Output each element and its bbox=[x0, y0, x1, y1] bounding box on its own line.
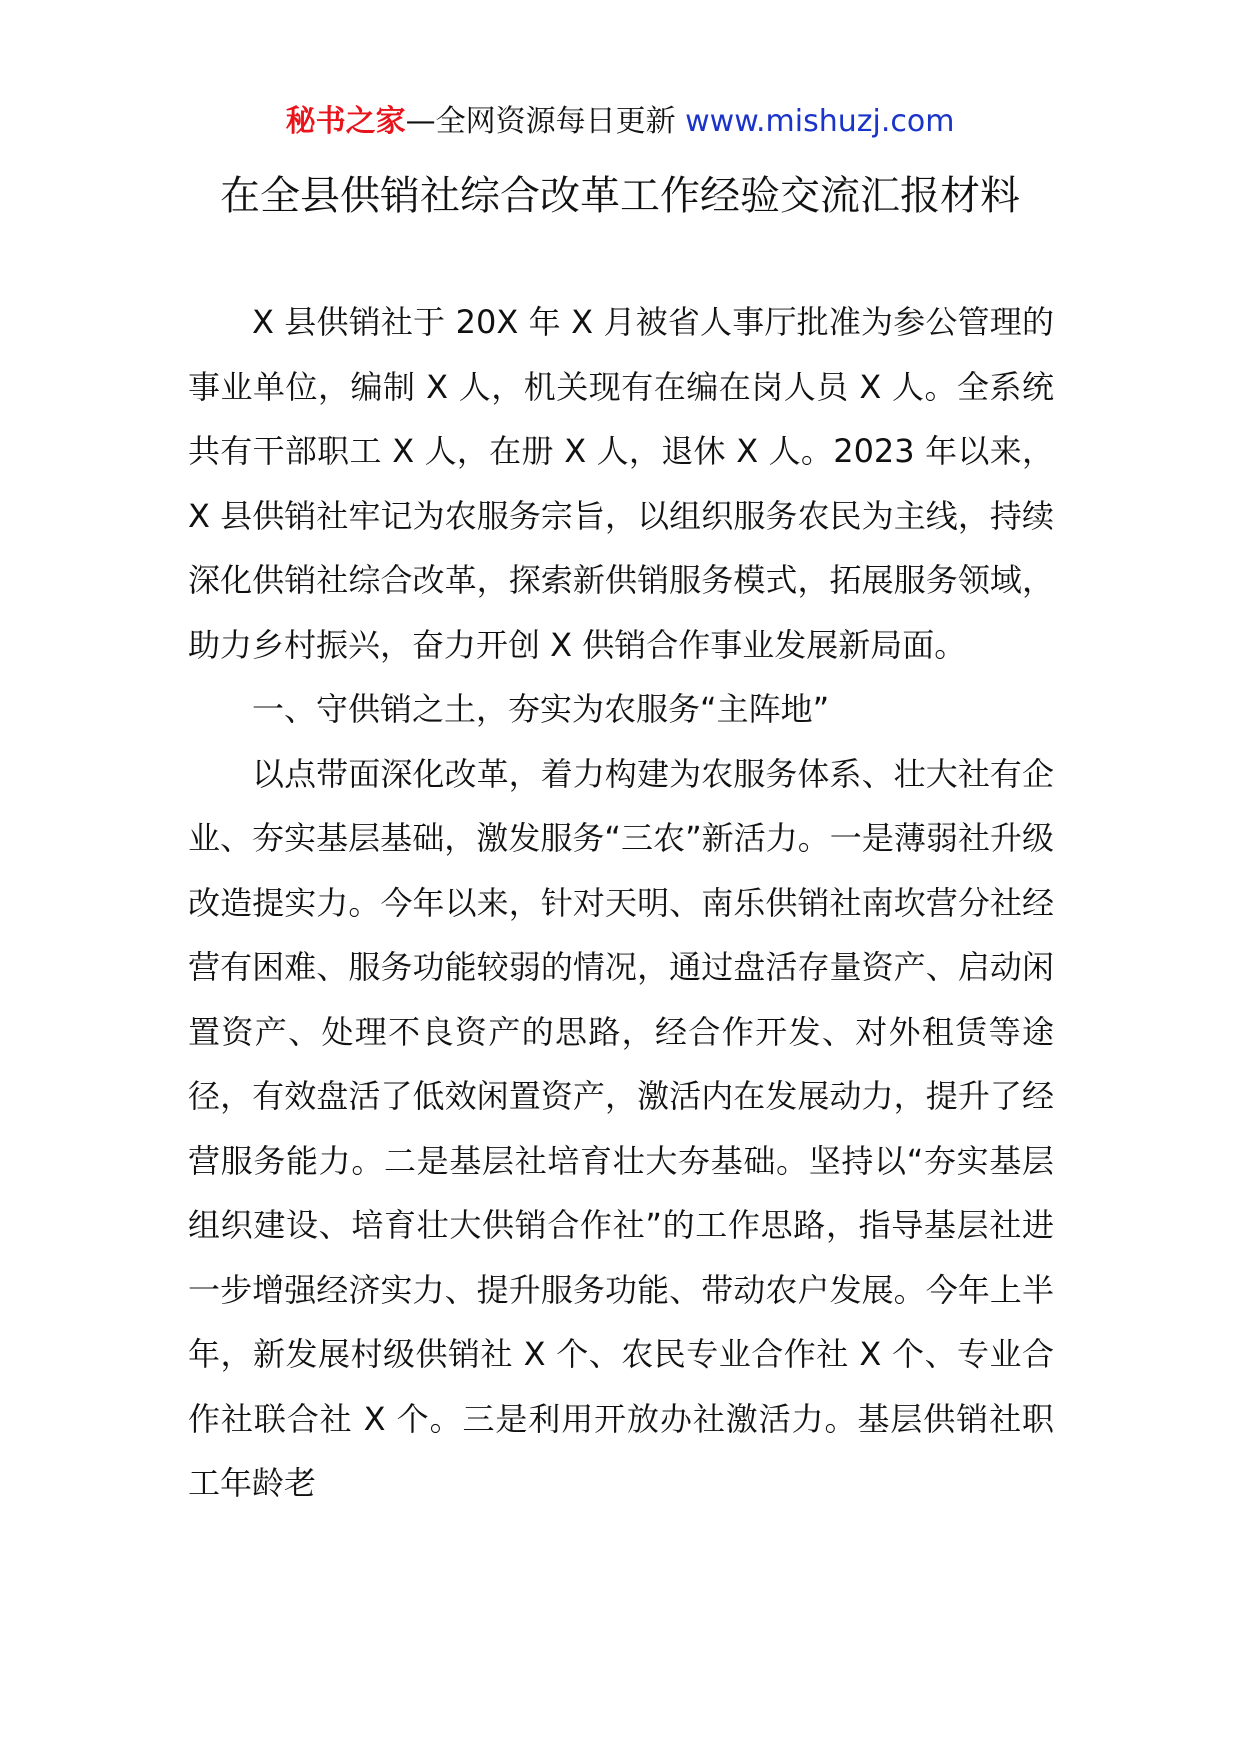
brand-name: 秘书之家 bbox=[285, 104, 406, 139]
source-header bbox=[0, 100, 1240, 144]
site-url-link[interactable]: www.mishuzj.com bbox=[685, 104, 955, 139]
header-tagline: —全网资源每日更新 bbox=[405, 104, 686, 139]
document-body bbox=[188, 290, 1054, 1516]
document-title: 在全县供销社综合改革工作经验交流汇报材料 bbox=[220, 173, 1020, 219]
paragraph-intro: X 县供销社于 20X 年 X 月被省人事厅批准为参公管理的事业单位，编制 X 人，机关现有在编在岗人员 X 人。全系统共有干部职工 X 人，在册 X 人，退休 X 人。2023 年以来，X 县供销社牢记为农服务宗旨，以组织服务农民为主线，持续深化供销社综合改革，探索新供销服务模式，拓展服务领域，助力乡村振兴，奋力开创 X 供销合作事业发展新局面。 bbox=[188, 303, 1054, 664]
paragraph-section-1: 以点带面深化改革，着力构建为农服务体系、壮大社有企业、夯实基层基础，激发服务“三农”新活力。一是薄弱社升级改造提实力。今年以来，针对天明、南乐供销社南坎营分社经营有困难、服务功能较弱的情况，通过盘活存量资产、启动闲置资产、处理不良资产的思路，经合作开发、对外租赁等途径，有效盘活了低效闲置资产，激活内在发展动力，提升了经营服务能力。二是基层社培育壮大夯基础。坚持以“夯实基层组织建设、培育壮大供销合作社”的工作思路，指导基层社进一步增强经济实力、提升服务功能、带动农户发展。今年上半年，新发展村级供销社 X 个、农民专业合作社 X 个、专业合作社联合社 X 个。三是利用开放办社激活力。基层供销社职工年龄老 bbox=[188, 754, 1054, 1502]
section-heading-1: 一、守供销之土，夯实为农服务“主阵地” bbox=[252, 690, 830, 728]
